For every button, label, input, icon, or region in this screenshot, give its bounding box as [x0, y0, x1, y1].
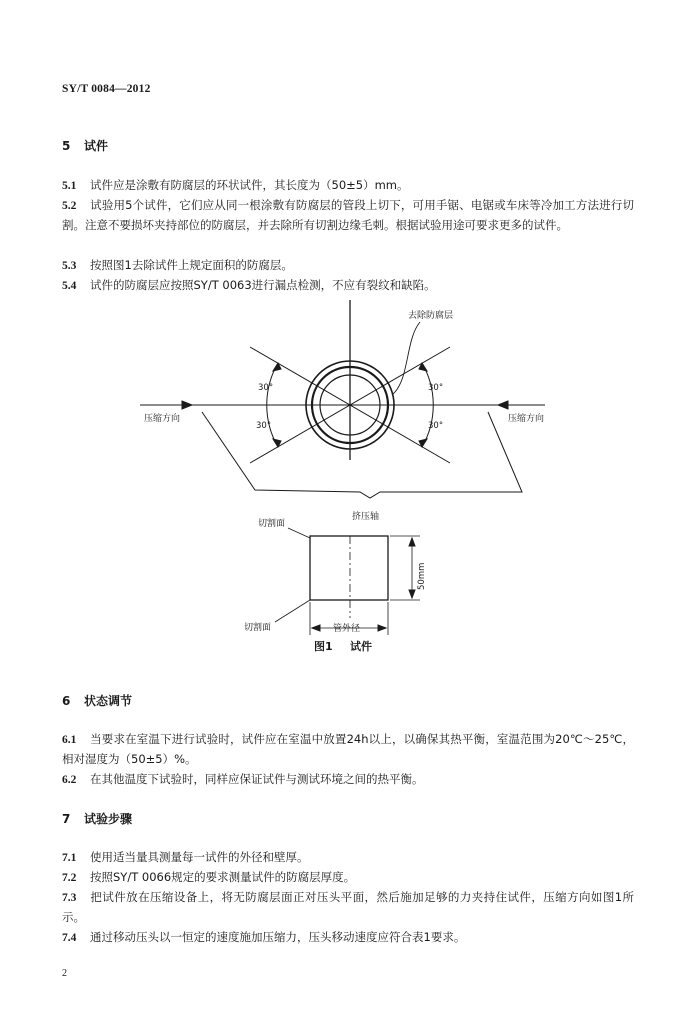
clause-text: 使用适当量具测量每一试件的外径和壁厚。 — [90, 850, 309, 864]
section-number: 7 — [62, 812, 71, 826]
angle-label-upper-left: 30° — [258, 383, 274, 393]
clause-7-1 — [62, 848, 634, 868]
clause-6-1 — [62, 730, 634, 769]
clause-text: 试验用5个试件，它们应从同一根涂敷有防腐层的管段上切下，可用手锯、电锯或车床等冷加工方法进行切割。注意不要损坏夹持部位的防腐层，并去除所有切割边缘毛刺。根据试验用途可要求更多的试件。 — [62, 198, 634, 232]
outer-diameter-label: 管外径 — [333, 624, 361, 634]
clause-5-1 — [62, 176, 634, 196]
clause-text: 当要求在室温下进行试验时，试件应在室温中放置24h以上，以确保其热平衡，室温范围为20℃～25℃，相对湿度为（50±5）%。 — [62, 732, 634, 766]
clause-text: 试件应是涂敷有防腐层的环状试件，其长度为（50±5）mm。 — [90, 178, 409, 192]
clause-7-2 — [62, 868, 634, 888]
clause-7-4 — [62, 928, 634, 948]
clause-number: 7.3 — [62, 892, 77, 904]
clause-number: 6.1 — [62, 734, 77, 746]
clause-number: 6.2 — [62, 774, 77, 786]
remove-coating-label: 去除防腐层 — [408, 311, 454, 321]
section-7-heading — [62, 810, 132, 827]
extrusion-axis-label: 挤压轴 — [352, 512, 380, 522]
page-number: 2 — [62, 968, 67, 979]
right-compress-arrow — [498, 401, 508, 409]
length-label: 50mm — [417, 562, 427, 590]
clause-text: 把试件放在压缩设备上，将无防腐层面正对压头平面，然后施加足够的力夹持住试件，压缩方向如图1所示。 — [62, 890, 634, 924]
angle-label-lower-left: 30° — [256, 421, 272, 431]
cut-face-label-bottom: 切割面 — [244, 623, 272, 633]
clause-6-2 — [62, 770, 634, 790]
angle-label-lower-right: 30° — [428, 421, 444, 431]
angle-label-upper-right: 30° — [428, 383, 444, 393]
cut-face-label-top: 切割面 — [258, 519, 286, 529]
section-number: 6 — [62, 694, 71, 708]
clause-number: 7.4 — [62, 932, 77, 944]
remove-coating-leader — [392, 322, 420, 395]
clause-5-3 — [62, 256, 634, 276]
cut-face-leader-top — [288, 528, 310, 538]
section-title: 试验步骤 — [84, 812, 133, 826]
clause-text: 按照SY/T 0066规定的要求测量试件的防腐层厚度。 — [90, 870, 356, 884]
clause-number: 5.1 — [62, 180, 77, 192]
clause-number: 5.4 — [62, 280, 77, 292]
compress-direction-label-left: 压缩方向 — [144, 414, 181, 424]
clause-text: 在其他温度下试验时，同样应保证试件与测试环境之间的热平衡。 — [90, 772, 424, 786]
clause-7-3 — [62, 888, 634, 927]
cut-face-leader-bottom — [275, 600, 310, 622]
clause-number: 5.2 — [62, 200, 77, 212]
figure-1-specimen-diagram — [120, 300, 570, 660]
extrusion-brace — [202, 412, 522, 498]
clause-number: 7.2 — [62, 872, 77, 884]
clause-5-2 — [62, 196, 634, 235]
clause-text: 通过移动压头以一恒定的速度施加压缩力，压头移动速度应符合表1要求。 — [90, 930, 466, 944]
clause-number: 7.1 — [62, 852, 77, 864]
figure-caption-number: 图1 — [314, 640, 333, 653]
clause-number: 5.3 — [62, 260, 77, 272]
document-header-code: SY/T 0084—2012 — [62, 83, 151, 95]
figure-caption-title: 试件 — [350, 640, 372, 653]
section-6-heading — [62, 692, 132, 709]
clause-5-4 — [62, 276, 634, 296]
compress-direction-label-right: 压缩方向 — [508, 414, 545, 424]
clause-text: 按照图1去除试件上规定面积的防腐层。 — [90, 258, 293, 272]
section-number: 5 — [62, 139, 71, 153]
specimen-side-view — [310, 536, 388, 600]
section-title: 状态调节 — [84, 694, 133, 708]
section-title: 试件 — [84, 139, 109, 153]
section-5-heading — [62, 137, 108, 154]
left-compress-arrow — [182, 401, 192, 409]
clause-text: 试件的防腐层应按照SY/T 0063进行漏点检测，不应有裂纹和缺陷。 — [90, 278, 436, 292]
